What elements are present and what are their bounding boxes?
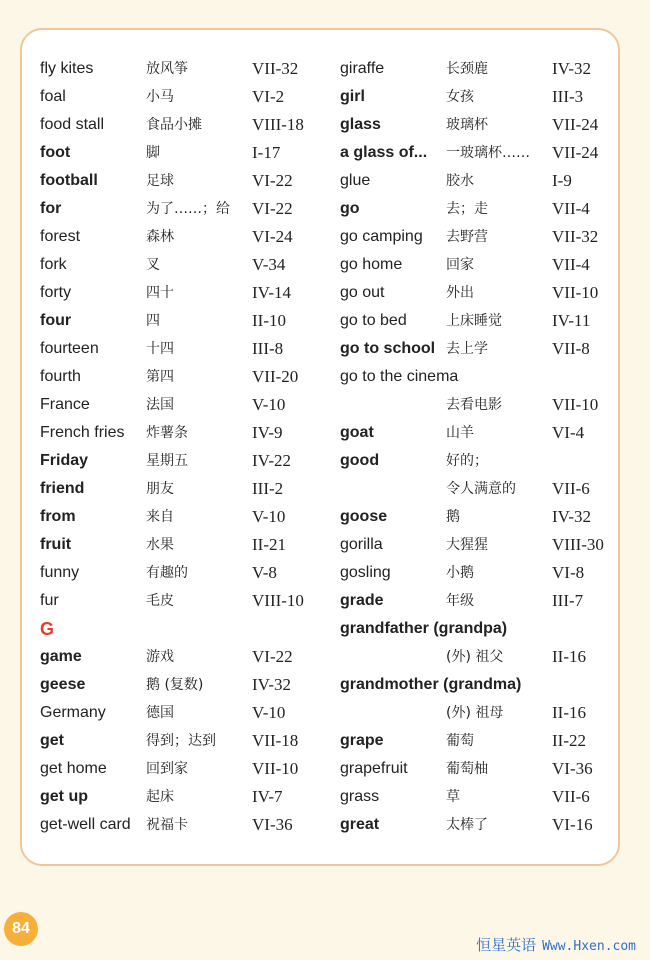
- entry-unit-ref: VII-10: [552, 283, 599, 302]
- entry-translation: 玻璃杯: [446, 117, 488, 133]
- entry-unit-ref: VII-6: [552, 479, 590, 498]
- glossary-entry: [340, 139, 630, 167]
- entry-unit-ref: II-22: [552, 731, 586, 750]
- entry-translation: 小鹅: [446, 565, 474, 581]
- glossary-entry: [340, 671, 630, 699]
- glossary-entry: [40, 727, 330, 755]
- entry-unit-ref: VII-4: [552, 199, 590, 218]
- entry-translation: 游戏: [146, 649, 174, 665]
- entry-translation: (外) 祖母: [446, 705, 504, 721]
- glossary-entry: [40, 419, 330, 447]
- entry-translation: 森林: [146, 229, 174, 245]
- glossary-entry: [40, 279, 330, 307]
- entry-word: football: [40, 172, 98, 189]
- entry-unit-ref: V-10: [252, 703, 286, 722]
- entry-unit-ref: III-7: [552, 591, 584, 610]
- entry-word: four: [40, 312, 72, 329]
- glossary-entry: [40, 755, 330, 783]
- entry-unit-ref: VII-10: [252, 759, 299, 778]
- entry-translation: 叉: [146, 257, 160, 273]
- glossary-panel: [20, 28, 620, 866]
- entry-unit-ref: VI-24: [252, 227, 293, 246]
- glossary-entry: [40, 531, 330, 559]
- glossary-entry: [340, 755, 630, 783]
- entry-word: friend: [40, 480, 85, 497]
- entry-translation: (外) 祖父: [446, 649, 504, 665]
- entry-translation: 朋友: [146, 481, 174, 497]
- entry-translation: 脚: [146, 145, 160, 161]
- entry-translation: 回家: [446, 257, 474, 273]
- glossary-entry: [340, 83, 630, 111]
- glossary-entry: [340, 223, 630, 251]
- entry-translation: 长颈鹿: [446, 61, 488, 77]
- entry-word: forty: [40, 284, 72, 301]
- glossary-entry: [40, 643, 330, 671]
- entry-word: go to bed: [340, 312, 407, 329]
- glossary-entry: [340, 699, 630, 727]
- entry-translation: 法国: [146, 397, 174, 413]
- entry-word: get home: [40, 760, 107, 777]
- entry-translation: 一玻璃杯……: [446, 145, 530, 161]
- entry-word: great: [340, 816, 380, 833]
- entry-translation: 食品小摊: [146, 117, 202, 133]
- entry-translation: 鹅: [446, 509, 460, 525]
- entry-unit-ref: IV-14: [252, 283, 292, 302]
- entry-word: geese: [40, 676, 86, 693]
- entry-translation: 德国: [146, 705, 174, 721]
- entry-word: gosling: [340, 564, 391, 581]
- glossary-entry: [40, 167, 330, 195]
- glossary-entry: [40, 475, 330, 503]
- glossary-entry: [340, 419, 630, 447]
- glossary-entry: [340, 251, 630, 279]
- entry-unit-ref: IV-32: [552, 59, 592, 78]
- entry-word: game: [40, 648, 82, 665]
- glossary-entry: [340, 587, 630, 615]
- entry-word: grapefruit: [340, 760, 408, 777]
- entry-translation: 来自: [146, 509, 174, 525]
- glossary-entry: [340, 531, 630, 559]
- entry-unit-ref: II-16: [552, 703, 586, 722]
- entry-translation: 为了……；给: [146, 201, 230, 217]
- entry-unit-ref: VII-24: [552, 143, 599, 162]
- entry-word: go out: [340, 284, 385, 301]
- entry-translation: 第四: [146, 369, 174, 385]
- entry-translation: 起床: [146, 789, 174, 805]
- glossary-entry: [340, 727, 630, 755]
- entry-word: girl: [340, 88, 365, 105]
- glossary-entry: [40, 447, 330, 475]
- site-watermark[interactable]: [476, 934, 636, 955]
- glossary-entry: [340, 643, 630, 671]
- entry-translation: 小马: [146, 89, 174, 105]
- entry-unit-ref: VIII-10: [252, 591, 304, 610]
- glossary-entry: [40, 699, 330, 727]
- entry-translation: 葡萄: [446, 733, 474, 749]
- entry-word: good: [340, 452, 380, 469]
- entry-translation: 祝福卡: [146, 817, 188, 833]
- entry-translation: 四十: [146, 285, 174, 301]
- glossary-entry: [340, 503, 630, 531]
- entry-translation: 令人满意的: [446, 481, 516, 497]
- entry-unit-ref: VII-10: [552, 395, 599, 414]
- entry-word: gorilla: [340, 536, 383, 553]
- entry-word: fourth: [40, 368, 81, 385]
- entry-unit-ref: VI-2: [252, 87, 285, 106]
- entry-translation: 好的；: [446, 453, 488, 469]
- entry-unit-ref: VII-24: [552, 115, 599, 134]
- entry-word: for: [40, 200, 62, 217]
- glossary-column-right: [340, 55, 630, 839]
- glossary-entry: [40, 811, 330, 839]
- entry-word: glue: [340, 172, 371, 189]
- entry-translation: 得到；达到: [146, 733, 216, 749]
- entry-unit-ref: VI-16: [552, 815, 593, 834]
- entry-word: foal: [40, 88, 66, 105]
- glossary-entry: [40, 307, 330, 335]
- entry-translation: 足球: [146, 173, 174, 189]
- entry-translation: 放风筝: [146, 61, 188, 77]
- entry-unit-ref: VII-32: [552, 227, 599, 246]
- entry-unit-ref: VI-36: [552, 759, 593, 778]
- entry-unit-ref: I-17: [252, 143, 281, 162]
- entry-unit-ref: II-21: [252, 535, 286, 554]
- glossary-entry: [40, 335, 330, 363]
- entry-unit-ref: V-10: [252, 507, 286, 526]
- entry-word: Germany: [40, 704, 106, 721]
- entry-word: fly kites: [40, 60, 94, 77]
- glossary-column-left: [40, 55, 330, 839]
- entry-translation: 炸薯条: [146, 425, 188, 441]
- glossary-entry: [340, 167, 630, 195]
- entry-translation: 去上学: [446, 341, 488, 357]
- entry-word: get up: [40, 788, 88, 805]
- entry-translation: 年级: [446, 593, 474, 609]
- entry-word: goat: [340, 424, 374, 441]
- entry-word: grandmother (grandma): [340, 676, 522, 693]
- entry-unit-ref: IV-22: [252, 451, 292, 470]
- entry-word: grade: [340, 592, 384, 609]
- glossary-entry: [340, 279, 630, 307]
- entry-translation: 水果: [146, 537, 174, 553]
- entry-translation: 有趣的: [146, 565, 188, 581]
- entry-word: France: [40, 396, 90, 413]
- entry-unit-ref: VII-6: [552, 787, 590, 806]
- entry-unit-ref: VI-4: [552, 423, 585, 442]
- glossary-entry: [40, 363, 330, 391]
- glossary-entry: [40, 783, 330, 811]
- entry-translation: 去；走: [446, 201, 488, 217]
- entry-translation: 外出: [446, 285, 474, 301]
- entry-translation: 星期五: [146, 453, 188, 469]
- entry-unit-ref: VII-18: [252, 731, 299, 750]
- page-number-badge: 84: [4, 912, 38, 946]
- glossary-entry: [40, 391, 330, 419]
- section-letter: G: [40, 619, 55, 639]
- entry-translation: 葡萄柚: [446, 761, 488, 777]
- entry-word: forest: [40, 228, 81, 245]
- entry-word: fur: [40, 592, 59, 609]
- entry-word: glass: [340, 116, 381, 133]
- glossary-entry: [40, 251, 330, 279]
- entry-translation: 胶水: [446, 173, 474, 189]
- glossary-entry: [340, 559, 630, 587]
- glossary-entry: [340, 783, 630, 811]
- glossary-entry: [40, 503, 330, 531]
- glossary-entry: [40, 587, 330, 615]
- entry-word: from: [40, 508, 76, 525]
- entry-unit-ref: VII-20: [252, 367, 299, 386]
- entry-unit-ref: VII-32: [252, 59, 299, 78]
- watermark-brand: 恒星英语: [476, 936, 537, 954]
- entry-unit-ref: III-3: [552, 87, 584, 106]
- entry-word: fork: [40, 256, 67, 273]
- entry-translation: 去看电影: [446, 397, 502, 413]
- entry-translation: 草: [446, 789, 460, 805]
- entry-word: giraffe: [340, 60, 385, 77]
- entry-unit-ref: IV-32: [252, 675, 292, 694]
- glossary-entry: [40, 223, 330, 251]
- entry-translation: 去野营: [446, 229, 488, 245]
- entry-translation: 女孩: [446, 89, 474, 105]
- glossary-entry: [340, 475, 630, 503]
- entry-unit-ref: V-10: [252, 395, 286, 414]
- entry-unit-ref: II-16: [552, 647, 586, 666]
- entry-unit-ref: VII-4: [552, 255, 590, 274]
- entry-unit-ref: I-9: [552, 171, 572, 190]
- entry-translation: 鹅 (复数): [146, 677, 204, 693]
- glossary-entry: [340, 391, 630, 419]
- entry-unit-ref: IV-32: [552, 507, 592, 526]
- entry-translation: 回到家: [146, 761, 188, 777]
- glossary-entry: [340, 447, 630, 475]
- entry-unit-ref: IV-9: [252, 423, 283, 442]
- entry-unit-ref: II-10: [252, 311, 286, 330]
- entry-unit-ref: V-8: [252, 563, 277, 582]
- entry-unit-ref: VI-22: [252, 199, 293, 218]
- glossary-entry: [40, 559, 330, 587]
- glossary-entry: [340, 811, 630, 839]
- entry-translation: 十四: [146, 341, 174, 357]
- entry-word: goose: [340, 508, 388, 525]
- glossary-entry: [340, 111, 630, 139]
- entry-unit-ref: VI-36: [252, 815, 293, 834]
- glossary-entry: [40, 55, 330, 83]
- entry-word: go camping: [340, 228, 423, 245]
- glossary-entry: [340, 363, 630, 391]
- entry-unit-ref: IV-11: [552, 311, 591, 330]
- entry-unit-ref: IV-7: [252, 787, 283, 806]
- entry-word: French fries: [40, 424, 125, 441]
- glossary-entry: [340, 307, 630, 335]
- entry-word: go to the cinema: [340, 368, 459, 385]
- entry-translation: 太棒了: [446, 817, 488, 833]
- glossary-entry: [40, 671, 330, 699]
- entry-word: grass: [340, 788, 380, 805]
- entry-word: get: [40, 732, 64, 749]
- entry-word: fourteen: [40, 340, 99, 357]
- entry-unit-ref: VIII-30: [552, 535, 604, 554]
- glossary-entry: [40, 615, 330, 643]
- entry-word: go to school: [340, 340, 436, 357]
- glossary-entry: [340, 55, 630, 83]
- entry-unit-ref: VII-8: [552, 339, 590, 358]
- glossary-entry: [40, 111, 330, 139]
- entry-translation: 大猩猩: [446, 537, 488, 553]
- entry-translation: 毛皮: [146, 593, 174, 609]
- entry-word: fruit: [40, 536, 72, 553]
- entry-word: foot: [40, 144, 71, 161]
- glossary-entry: [340, 335, 630, 363]
- entry-unit-ref: III-8: [252, 339, 284, 358]
- glossary-entry: [40, 195, 330, 223]
- watermark-url: Www.Hxen.com: [542, 939, 636, 954]
- entry-unit-ref: VI-8: [552, 563, 585, 582]
- entry-translation: 四: [146, 313, 160, 329]
- entry-word: grandfather (grandpa): [340, 620, 508, 637]
- glossary-entry: [40, 139, 330, 167]
- entry-word: food stall: [40, 116, 105, 133]
- entry-word: grape: [340, 732, 384, 749]
- entry-word: Friday: [40, 452, 89, 469]
- entry-unit-ref: VI-22: [252, 171, 293, 190]
- entry-unit-ref: V-34: [252, 255, 286, 274]
- glossary-entry: [340, 195, 630, 223]
- entry-word: go home: [340, 256, 403, 273]
- entry-unit-ref: VIII-18: [252, 115, 304, 134]
- entry-word: get-well card: [40, 816, 131, 833]
- entry-word: go: [340, 200, 360, 217]
- glossary-entry: [40, 83, 330, 111]
- glossary-entry: [340, 615, 630, 643]
- entry-translation: 山羊: [446, 425, 474, 441]
- entry-unit-ref: III-2: [252, 479, 284, 498]
- entry-word: funny: [40, 564, 80, 581]
- entry-word: a glass of...: [340, 144, 428, 161]
- entry-translation: 上床睡觉: [446, 313, 502, 329]
- entry-unit-ref: VI-22: [252, 647, 293, 666]
